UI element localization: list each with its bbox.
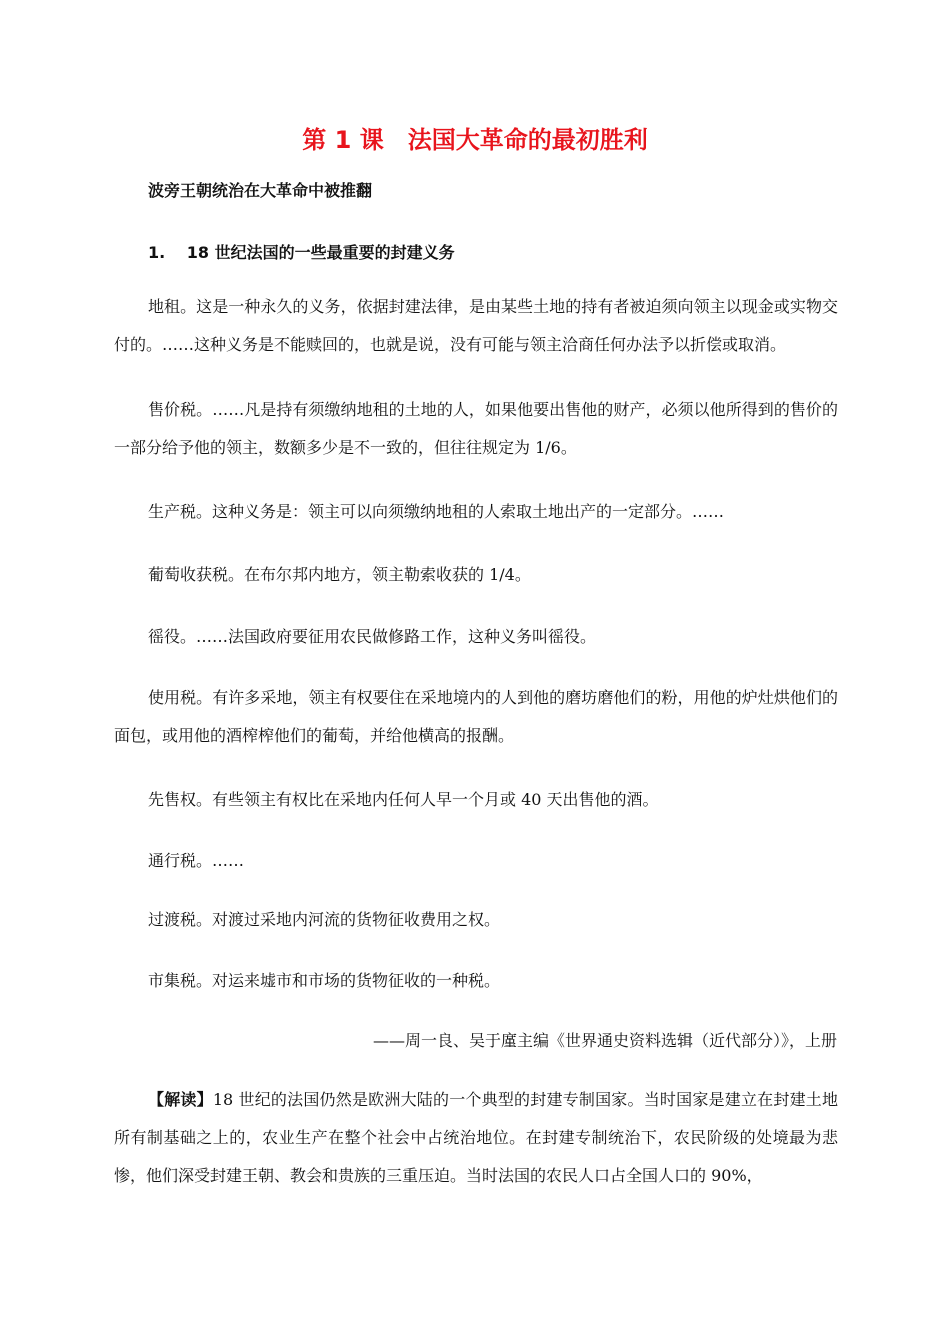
paragraph-production-tax: 生产税。这种义务是：领主可以向须缴纳地租的人索取土地出产的一定部分。…… [148,502,725,521]
interpretation-text: 18 世纪的法国仍然是欧洲大陆的一个典型的封建专制国家。当时国家是建立在封建土地所有制基础之上的，农业生产在整个社会中占统治地位。在封建专制统治下，农民阶级的处境最为悲惨，他们深受封建王朝、教会和贵族的三重压迫。当时法国的农民人口占全国人口的 90%， [114,1090,838,1185]
paragraph-rent: 地租。这是一种永久的义务，依据封建法律，是由某些土地的持有者被迫须向领主以现金或实物交付的。……这种义务是不能赎回的，也就是说，没有可能与领主洽商任何办法予以折偿或取消。 [114,297,838,354]
paragraph-vintage-tax: 葡萄收获税。在布尔邦内地方，领主勒索收获的 1/4。 [148,565,531,584]
paragraph-sales-tax: 售价税。……凡是持有须缴纳地租的土地的人，如果他要出售他的财产，必须以他所得到的售价的一部分给予他的领主，数额多少是不一致的，但往往规定为 1/6。 [114,400,838,457]
section-heading: 波旁王朝统治在大革命中被推翻 [148,181,373,200]
paragraph-preemption-right: 先售权。有些领主有权比在采地内任何人早一个月或 40 天出售他的酒。 [148,790,659,809]
page-title: 第 1 课 法国大革命的最初胜利 [302,126,648,154]
paragraph-corvee: 徭役。……法国政府要征用农民做修路工作，这种义务叫徭役。 [148,627,597,646]
paragraph-market-tax: 市集税。对运来墟市和市场的货物征收的一种税。 [148,971,501,990]
subsection-heading: 1. 18 世纪法国的一些最重要的封建义务 [148,243,455,262]
paragraph-toll: 通行税。…… [148,851,245,870]
paragraph-usage-tax: 使用税。有许多采地，领主有权要住在采地境内的人到他的磨坊磨他们的粉，用他的炉灶烘他们的面包，或用他的酒榨榨他们的葡萄，并给他横高的报酬。 [114,688,838,745]
interpretation-paragraph [114,1081,838,1195]
paragraph-ferry-tax: 过渡税。对渡过采地内河流的货物征收费用之权。 [148,910,501,929]
interpretation-label: 【解读】 [148,1090,213,1109]
source-citation: ——周一良、吴于廑主编《世界通史资料选辑（近代部分）》，上册 [372,1031,837,1050]
